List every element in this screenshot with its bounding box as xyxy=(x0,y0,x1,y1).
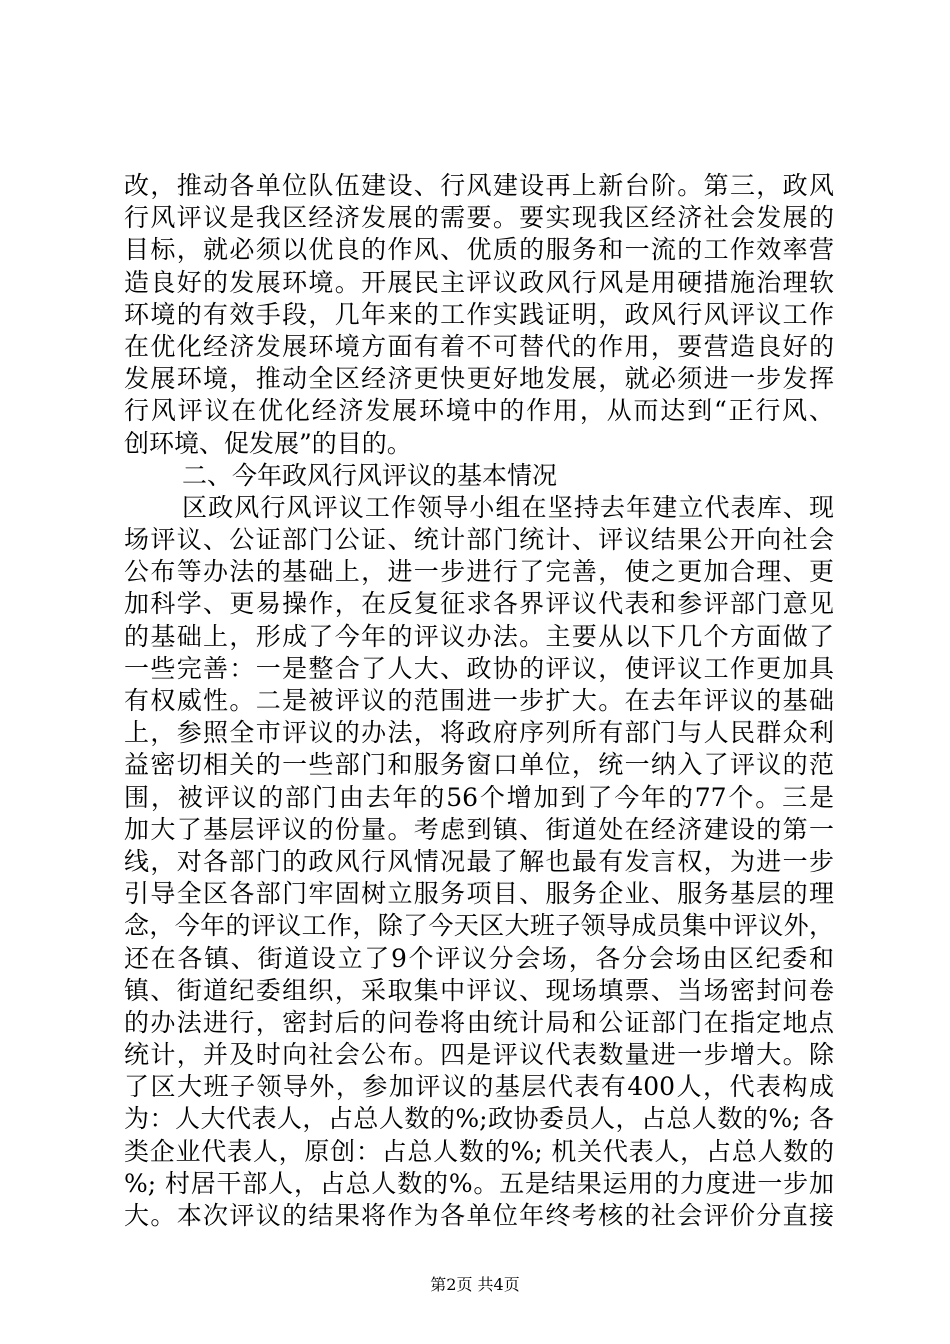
text-line: 发展环境，推动全区经济更快更好地发展，就必须进一步发挥 xyxy=(124,364,834,394)
text-line: 的基础上，形成了今年的评议办法。主要从以下几个方面做了 xyxy=(124,621,834,651)
section-heading: 二、今年政风行风评议的基本情况 xyxy=(182,460,558,490)
text-line: 公布等办法的基础上，进一步进行了完善，使之更加合理、更 xyxy=(124,557,834,587)
text-line: 环境的有效手段，几年来的工作实践证明，政风行风评议工作 xyxy=(124,299,834,329)
text-line: 加科学、更易操作，在反复征求各界评议代表和参评部门意见 xyxy=(124,589,834,619)
text-line: 创环境、促发展”的目的。 xyxy=(124,428,412,458)
text-line: 为：人大代表人，占总人数的%;政协委员人，占总人数的%; 各 xyxy=(124,1104,834,1134)
text-line: 类企业代表人，原创：占总人数的%; 机关代表人，占总人数的 xyxy=(124,1136,834,1166)
text-line: 益密切相关的一些部门和服务窗口单位，统一纳入了评议的范 xyxy=(124,750,834,780)
text-line: 的办法进行，密封后的问卷将由统计局和公证部门在指定地点 xyxy=(124,1007,834,1037)
text-line: 围，被评议的部门由去年的56个增加到了今年的77个。三是 xyxy=(124,782,834,812)
text-line: 在优化经济发展环境方面有着不可替代的作用，要营造良好的 xyxy=(124,331,834,361)
text-line: 造良好的发展环境。开展民主评议政风行风是用硬措施治理软 xyxy=(124,267,834,297)
text-line: 区政风行风评议工作领导小组在坚持去年建立代表库、现 xyxy=(182,492,834,522)
text-line: 上，参照全市评议的办法，将政府序列所有部门与人民群众利 xyxy=(124,718,834,748)
text-line: 行风评议在优化经济发展环境中的作用，从而达到“正行风、 xyxy=(124,396,834,426)
text-line: 大。本次评议的结果将作为各单位年终考核的社会评价分直接 xyxy=(124,1201,834,1230)
text-line: 一些完善：一是整合了人大、政协的评议，使评议工作更加具 xyxy=(124,653,834,683)
text-line: 了区大班子领导外，参加评议的基层代表有400人，代表构成 xyxy=(124,1072,834,1102)
text-line: 引导全区各部门牢固树立服务项目、服务企业、服务基层的理 xyxy=(124,879,834,909)
page-number-footer: 第2页 共4页 xyxy=(430,1275,520,1294)
body-text xyxy=(124,170,834,1232)
text-line: 行风评议是我区经济发展的需要。要实现我区经济社会发展的 xyxy=(124,203,834,233)
text-line: 加大了基层评议的份量。考虑到镇、街道处在经济建设的第一 xyxy=(124,814,834,844)
text-line: 改，推动各单位队伍建设、行风建设再上新台阶。第三，政风 xyxy=(124,171,834,200)
text-line: 统计，并及时向社会公布。四是评议代表数量进一步增大。除 xyxy=(124,1040,834,1070)
text-line: %; 村居干部人，占总人数的%。五是结果运用的力度进一步加 xyxy=(124,1168,834,1198)
text-line: 场评议、公证部门公证、统计部门统计、评议结果公开向社会 xyxy=(124,525,834,555)
text-line: 镇、街道纪委组织，采取集中评议、现场填票、当场密封问卷 xyxy=(124,975,834,1005)
text-line: 念，今年的评议工作，除了今天区大班子领导成员集中评议外， xyxy=(124,911,834,941)
text-line: 线，对各部门的政风行风情况最了解也最有发言权，为进一步 xyxy=(124,846,834,876)
text-line: 有权威性。二是被评议的范围进一步扩大。在去年评议的基础 xyxy=(124,686,834,715)
text-line: 还在各镇、街道设立了9个评议分会场，各分会场由区纪委和 xyxy=(124,943,834,973)
text-line: 目标，就必须以优良的作风、优质的服务和一流的工作效率营 xyxy=(124,235,834,265)
